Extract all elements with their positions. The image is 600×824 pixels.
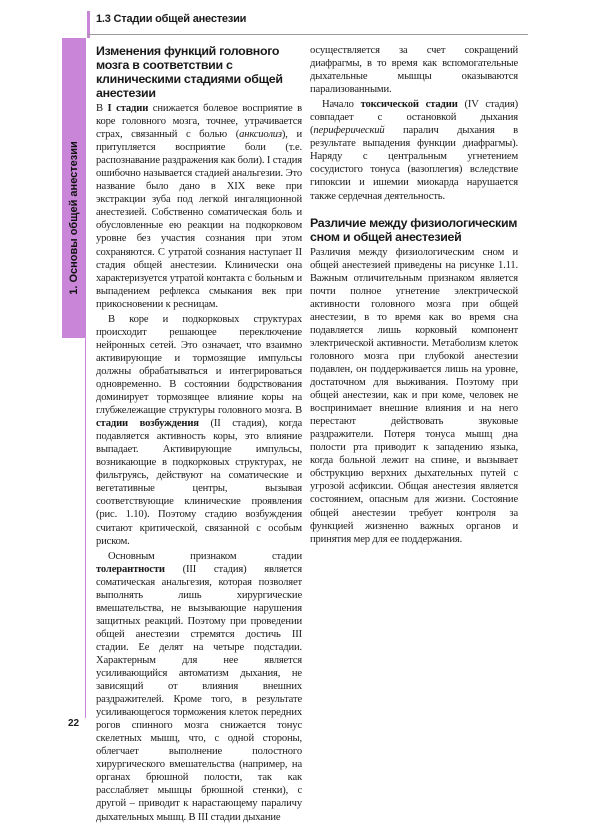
- margin-divider: [85, 38, 86, 718]
- text: ), и притупляется восприятие боли (т.е. распознавание раздражения как боли). I стадия ошибочно называется стадией анальгезии. Это название было дано в XIX веке при экстракции зуба под легкой ингаляционной анестезией. Собственно соматическая боль и обусловленные ею реакции на подкорковом уровне без участия сознания при этом сохраняются. С утратой сознания наступает II стадия общей анестезии. Клинически она характеризуется утратой контакта с больным и выпадением рефлекса смыкания век при прикосновении к ресницам.: [96, 129, 302, 310]
- text: (IV стадия) совпадает с остановкой дыхания (: [310, 99, 519, 137]
- text: снижается болевое восприятие в коре головного мозга, точнее, утрачивается страх, связанный с болью (: [96, 103, 302, 141]
- term-excitation-stage: стадии возбуждения: [96, 418, 199, 430]
- section-header-title: 1.3 Стадии общей анестезии: [96, 13, 247, 25]
- text: (II стадия), когда подавляется активность коры, это влияние выпадает. Активирующие импульсы, возникающие в подкорковых структурах, не фильтруясь, действуют на соматические и вегетативные центры, вызывая соответствующие клинические проявления (рис. 1.10). Поэтому стадию возбуждения считают критической, связанной с особым риском.: [96, 418, 302, 547]
- text: осуществляется за счет сокращений диафрагмы, в то время как вспомогательные дыхательные мышцы оказываются парализованными.: [310, 45, 518, 96]
- section-heading-sleep-vs-anesthesia: Различие между физиологическим сном и общей анестезией: [310, 215, 518, 244]
- term-tolerance-stage: толерантности: [96, 563, 165, 575]
- section-heading-brain-functions: Изменения функций головного мозга в соответствии с клиническими стадиями общей анестезии: [96, 44, 283, 100]
- right-column: [310, 44, 518, 546]
- text: Различия между физиологическим сном и общей анестезией приведены на рисунке 1.11. Важным отличительным признаком является почти полное угнетение электрической активности головного мозга при общей анестезии, в то время как во время сна подавляется лишь корковый компонент электрической активности. Метаболизм клеток головного мозга при глубокой анестезии подавлен, он поддерживается лишь на уровне, достаточном для выживания. Поэтому при общей анестезии, как и при коме, человек не воспринимает внешние влияния и на него перестают действовать звуковые раздражители. Потеря тонуса мышц дна полости рта приводит к западению языка, когда больной лежит на спине, и вызывает обструкцию верхних дыхательных путей с угрозой асфиксии. Общая анестезия является состоянием, опасным для жизни. Состояние общей анестезии требует контроля за функцией жизненно важных органов и принятия мер для ее поддержания.: [310, 246, 518, 545]
- left-column: [96, 44, 302, 824]
- chapter-side-label: 1. Основы общей анестезии: [67, 141, 80, 295]
- paragraph-stage-3-continued: [310, 44, 518, 96]
- paragraph-stage-4: [310, 98, 518, 202]
- text: В: [96, 103, 108, 114]
- text: Начало: [322, 99, 361, 111]
- text: В коре и подкорковых структурах происходит решающее переключение нейронных сетей. Это означает, что взаимно активирующие и тормозящие импульсы должны обрабатываться и интегрироваться одновременно. В состоянии бодрствования доминирует тормозящее влияние коры на глубжележащие структуры головного мозга. В: [96, 313, 302, 417]
- text: (III стадия) является соматическая анальгезия, которая позволяет выполнять лишь хирургические вмешательства, не вызывающие нарушения защитных реакций. Поэтому при проведении общей анестезии стремятся достичь III стадии. Ее делят на четыре подстадии. Характерным для нее является усиливающийся автоматизм дыхания, не зависящий от влияния внешних раздражителей. Кроме того, в результате усиливающегося торможения клеток передних рогов спинного мозга снижается тонус скелетных мышц, что, с одной стороны, облегчает выполнение полостного хирургического вмешательства (например, на органах брюшной полости, так как расслабляет мышцы брюшной стенки), с другой – приводит к нарастающему параличу дыхательных мышц. В III стадии дыхание: [96, 563, 302, 823]
- text: Основным признаком стадии: [108, 550, 302, 562]
- paragraph-stage-2: [96, 313, 302, 548]
- term-anxiolysis: анксиолиз: [239, 129, 282, 141]
- page-number: 22: [68, 718, 80, 729]
- text: паралич дыхания в результате выпадения функции диафрагмы). Наряду с центральным угнетением сосудистого тонуса (вазоплегия) вследствие гипоксии и ишемии миокарда нарушается также сердечная деятельность.: [310, 125, 518, 202]
- paragraph-sleep-vs-anesthesia: [310, 246, 518, 546]
- header-divider: [87, 34, 528, 35]
- term-peripheral: периферический: [313, 125, 385, 137]
- term-stage-1: I стадии: [107, 103, 149, 114]
- chapter-side-tab: [62, 38, 85, 338]
- paragraph-stage-1: [96, 102, 302, 311]
- paragraph-stage-3: [96, 550, 302, 824]
- term-toxic-stage: токсической стадии: [360, 99, 458, 111]
